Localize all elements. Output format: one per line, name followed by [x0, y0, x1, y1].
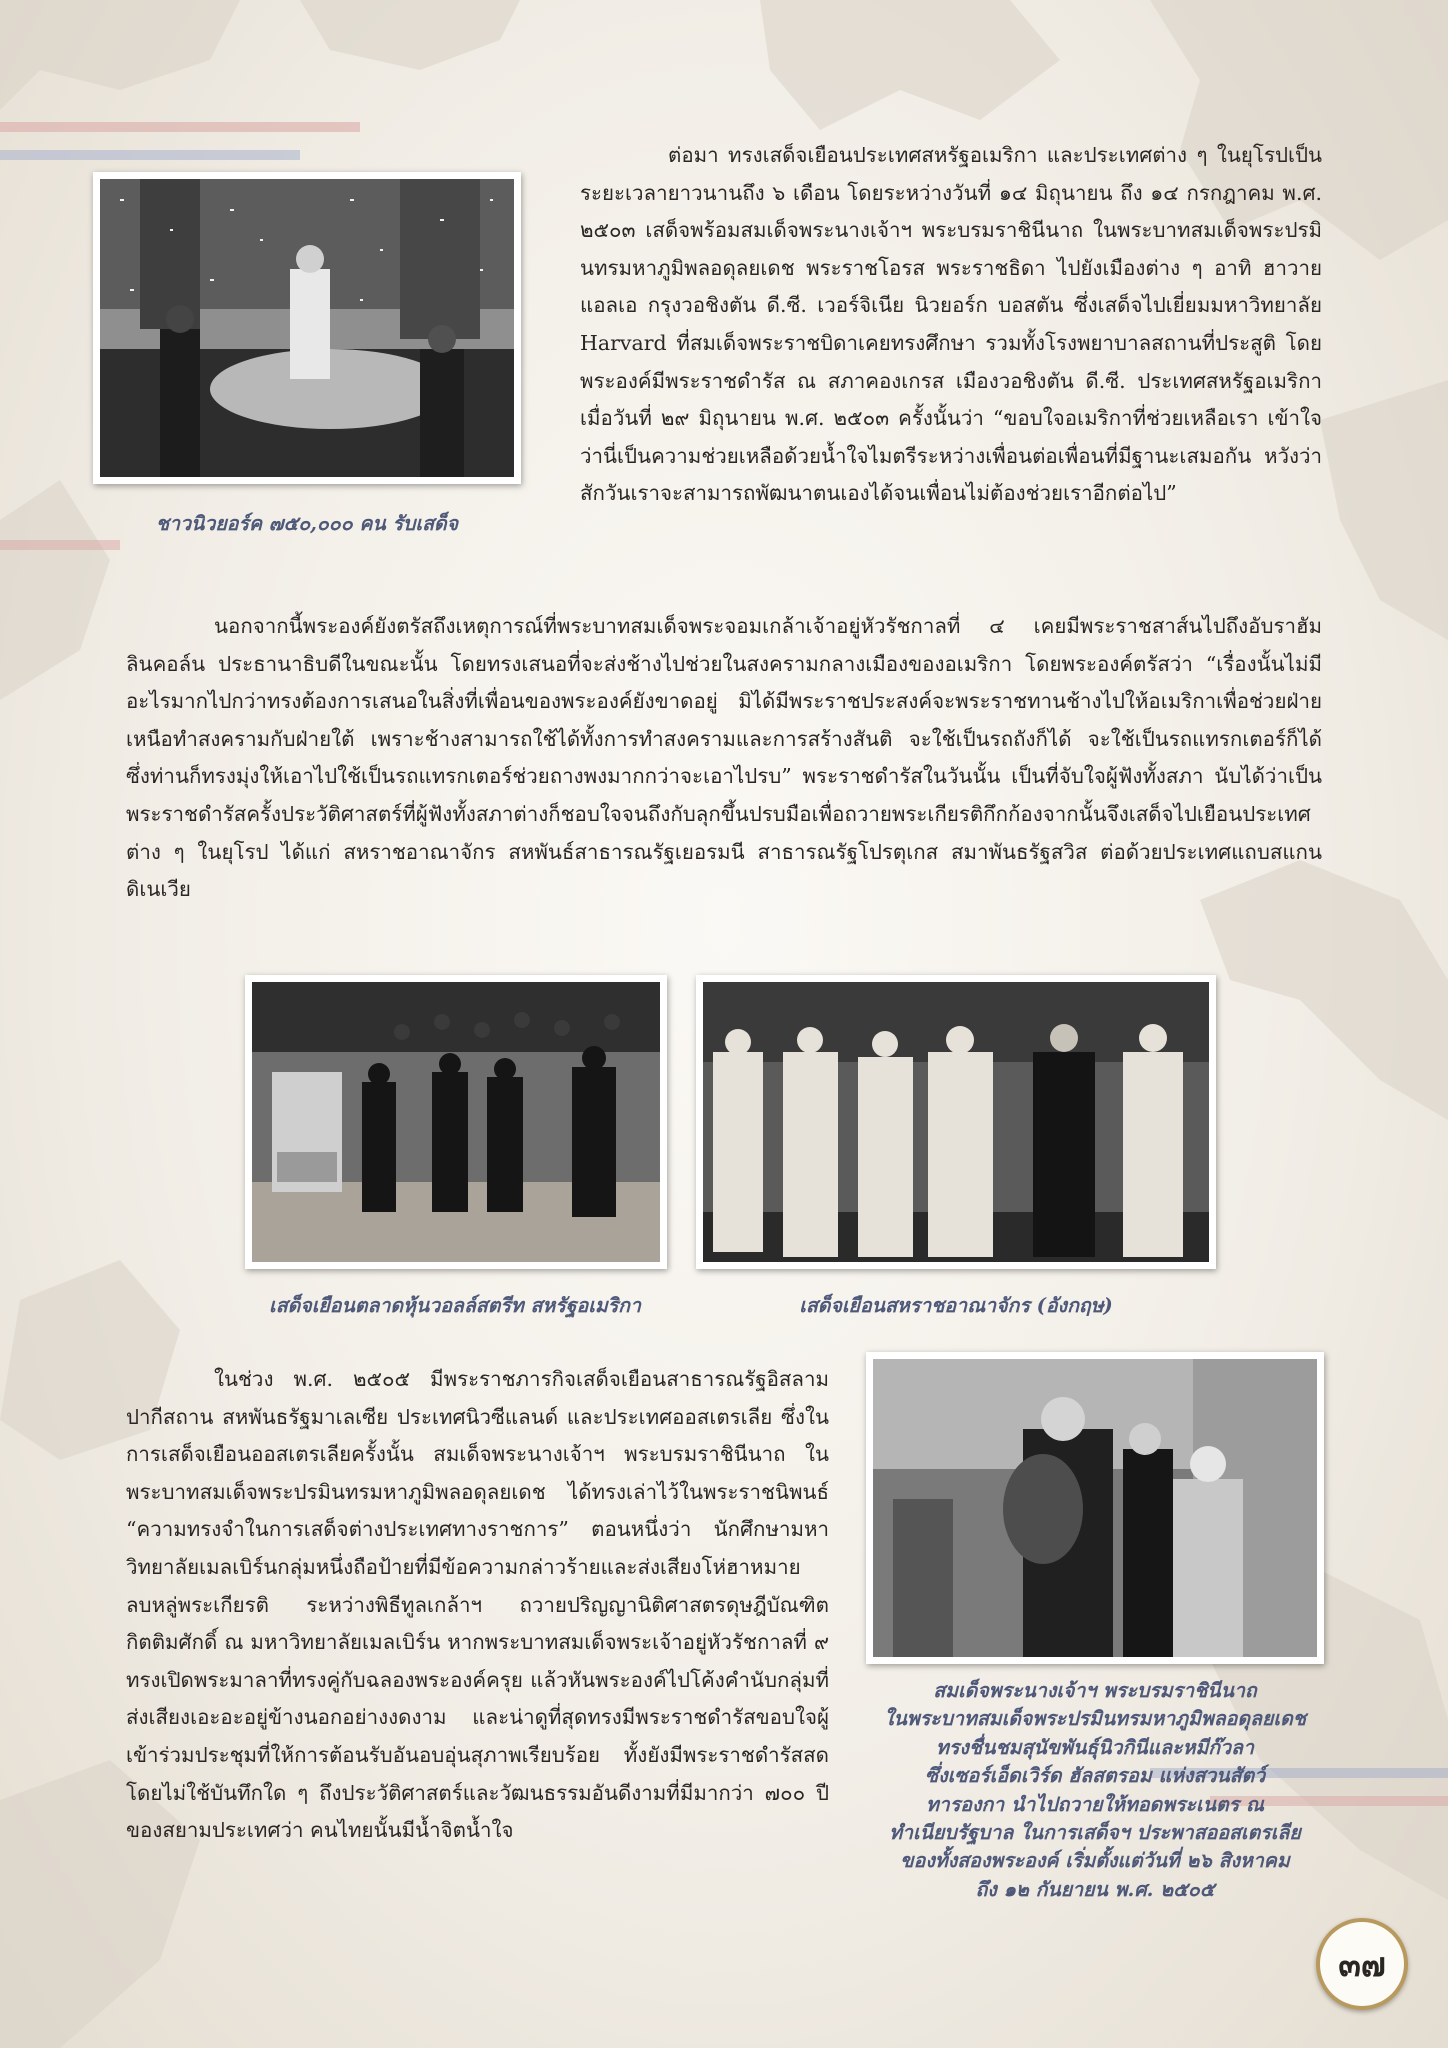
caption-koala: [845, 1677, 1345, 1904]
decorative-stripe: [0, 540, 120, 550]
uk-visit-image: [703, 982, 1209, 1262]
page-number: ๓๗: [1338, 1944, 1386, 1984]
koala-image: [873, 1359, 1317, 1657]
caption-wallstreet: เสด็จเยือนตลาดหุ้นวอลล์สตรีท สหรัฐอเมริกา: [269, 1294, 641, 1317]
photo-newyork-parade: [93, 172, 521, 484]
decorative-stripe: [0, 150, 300, 160]
paragraph-us-visit: [580, 137, 1322, 513]
caption-koala-line: ทรงชื่นชมสุนัขพันธุ์นิวกินีและหมีก๊วลา: [936, 1735, 1254, 1759]
photo-uk-visit: [696, 975, 1216, 1269]
page-number-badge: [1316, 1918, 1408, 2010]
caption-uk: เสด็จเยือนสหราชอาณาจักร (อังกฤษ): [799, 1294, 1113, 1317]
paragraph-australia-visit-text: ในช่วง พ.ศ. ๒๕๐๕ มีพระราชภารกิจเสด็จเยือนสาธารณรัฐอิสลาม ปากีสถาน สหพันธรัฐมาเลเซีย ประเทศนิวซีแลนด์ และประเทศออสเตรเลีย ซึ่งในการเสด็จเยือนออสเตรเลียครั้งนั้น สมเด็จพระนางเจ้าฯ พระบรมราชินีนาถ ในพระบาทสมเด็จพระปรมินทรมหาภูมิพลอดุลยเดช ได้ทรงเล่าไว้ในพระราชนิพนธ์ “ความทรงจำในการเสด็จต่างประเทศทางราชการ” ตอนหนึ่งว่า นักศึกษามหาวิทยาลัยเมลเบิร์นกลุ่มหนึ่งถือป้ายที่มีข้อความกล่าวร้ายและส่งเสียงโห่ฮาหมายลบหลู่พระเกียรติ ระหว่างพิธีทูลเกล้าฯ ถวายปริญญานิติศาสตรดุษฎีบัณฑิตกิตติมศักดิ์ ณ มหาวิทยาลัยเมลเบิร์น หากพระบาทสมเด็จพระเจ้าอยู่หัวรัชกาลที่ ๙ ทรงเปิดพระมาลาที่ทรงคู่กับฉลองพระองค์ครุย แล้วหันพระองค์ไปโค้งคำนับกลุ่มที่ส่งเสียงเอะอะอยู่ข้างนอกอย่างงดงาม และน่าดูที่สุดทรงมีพระราชดำรัสขอบใจผู้เข้าร่วมประชุมที่ให้การต้อนรับอันอบอุ่นสุภาพเรียบร้อย ทั้งยังมีพระราชดำรัสสดโดยไม่ใช้บันทึกใด ๆ ถึงประวัติศาสตร์และวัฒนธรรมอันดีงามที่มีมากว่า ๗๐๐ ปีของสยามประเทศว่า คนไทยนั้นมีน้ำจิตน้ำใจ: [126, 1367, 829, 1843]
paragraph-us-visit-text: ต่อมา ทรงเสด็จเยือนประเทศสหรัฐอเมริกา และประเทศต่าง ๆ ในยุโรปเป็นระยะเวลายาวนานถึง ๖ เดือน โดยระหว่างวันที่ ๑๔ มิถุนายน ถึง ๑๔ กรกฎาคม พ.ศ. ๒๕๐๓ เสด็จพร้อมสมเด็จพระนางเจ้าฯ พระบรมราชินีนาถ ในพระบาทสมเด็จพระปรมินทรมหาภูมิพลอดุลยเดช พระราชโอรส พระราชธิดา ไปยังเมืองต่าง ๆ อาทิ ฮาวาย แอลเอ กรุงวอชิงตัน ดี.ซี. เวอร์จิเนีย นิวยอร์ก บอสตัน ซึ่งเสด็จไปเยี่ยมมหาวิทยาลัย Harvard ที่สมเด็จพระราชบิดาเคยทรงศึกษา รวมทั้งโรงพยาบาลสถานที่ประสูติ โดยพระองค์มีพระราชดำรัส ณ สภาคองเกรส เมืองวอชิงตัน ดี.ซี. ประเทศสหรัฐอเมริกา เมื่อวันที่ ๒๙ มิถุนายน พ.ศ. ๒๕๐๓ ครั้งนั้นว่า “ขอบใจอเมริกาที่ช่วยเหลือเรา เข้าใจว่านี่เป็นความช่วยเหลือด้วยน้ำใจไมตรีระหว่างเพื่อนต่อเพื่อนที่มีฐานะเสมอกัน หวังว่าสักวันเราจะสามารถพัฒนาตนเองได้จนเพื่อนไม่ต้องช่วยเราอีกต่อไป”: [580, 143, 1322, 506]
photo-wallstreet: [245, 975, 667, 1269]
caption-koala-line: ทารองกา นำไปถวายให้ทอดพระเนตร ณ: [925, 1792, 1265, 1816]
caption-koala-line: ในพระบาทสมเด็จพระปรมินทรมหาภูมิพลอดุลยเดช: [884, 1707, 1306, 1731]
paragraph-lincoln-elephants-text: นอกจากนี้พระองค์ยังตรัสถึงเหตุการณ์ที่พระบาทสมเด็จพระจอมเกล้าเจ้าอยู่หัวรัชกาลที่ ๔ เคยมีพระราชสาส์นไปถึงอับราฮัม ลินคอล์น ประธานาธิบดีในขณะนั้น โดยทรงเสนอที่จะส่งช้างไปช่วยในสงครามกลางเมืองของอเมริกา โดยพระองค์ตรัสว่า “เรื่องนั้นไม่มีอะไรมากไปกว่าทรงต้องการเสนอในสิ่งที่เพื่อนของพระองค์ยังขาดอยู่ มิได้มีพระราชประสงค์จะพระราชทานช้างไปให้อเมริกาเพื่อช่วยฝ่ายเหนือทำสงครามกับฝ่ายใต้ เพราะช้างสามารถใช้ได้ทั้งการทำสงครามและการสร้างสันติ จะใช้เป็นรถถังก็ได้ จะใช้เป็นรถแทรกเตอร์ก็ได้ ซึ่งท่านก็ทรงมุ่งให้เอาไปใช้เป็นรถแทรกเตอร์ช่วยถางพงมากกว่าจะเอาไปรบ” พระราชดำรัสในวันนั้น เป็นที่จับใจผู้ฟังทั้งสภา นับได้ว่าเป็นพระราชดำรัสครั้งประวัติศาสตร์ที่ผู้ฟังทั้งสภาต่างก็ชอบใจจนถึงกับลุกขึ้นปรบมือเพื่อถวายพระเกียรติกึกก้องจากนั้นจึงเสด็จไปเยือนประเทศต่าง ๆ ในยุโรป ได้แก่ สหราชอาณาจักร สหพันธ์สาธารณรัฐเยอรมนี สาธารณรัฐโปรตุเกส สมาพันธรัฐสวิส ต่อด้วยประเทศแถบสแกนดิเนเวีย: [126, 614, 1322, 902]
photo-koala: [866, 1352, 1324, 1664]
paragraph-australia-visit: [126, 1361, 829, 1850]
caption-newyork: ชาวนิวยอร์ค ๗๕๐,๐๐๐ คน รับเสด็จ: [155, 512, 459, 535]
caption-koala-line: ของทั้งสองพระองค์ เริ่มตั้งแต่วันที่ ๒๖ สิงหาคม: [900, 1849, 1290, 1873]
caption-koala-line: ถึง ๑๒ กันยายน พ.ศ. ๒๕๐๕: [975, 1877, 1215, 1901]
wallstreet-image: [252, 982, 660, 1262]
caption-koala-line: สมเด็จพระนางเจ้าฯ พระบรมราชินีนาถ: [933, 1679, 1257, 1702]
caption-koala-line: ทำเนียบรัฐบาล ในการเสด็จฯ ประพาสออสเตรเลีย: [889, 1821, 1301, 1845]
parade-image: [100, 179, 514, 477]
decorative-stripe: [0, 122, 360, 132]
paragraph-lincoln-elephants: [126, 608, 1322, 909]
caption-koala-line: ซึ่งเซอร์เอ็ดเวิร์ด ฮัลสตรอม แห่งสวนสัตว์: [924, 1764, 1266, 1788]
